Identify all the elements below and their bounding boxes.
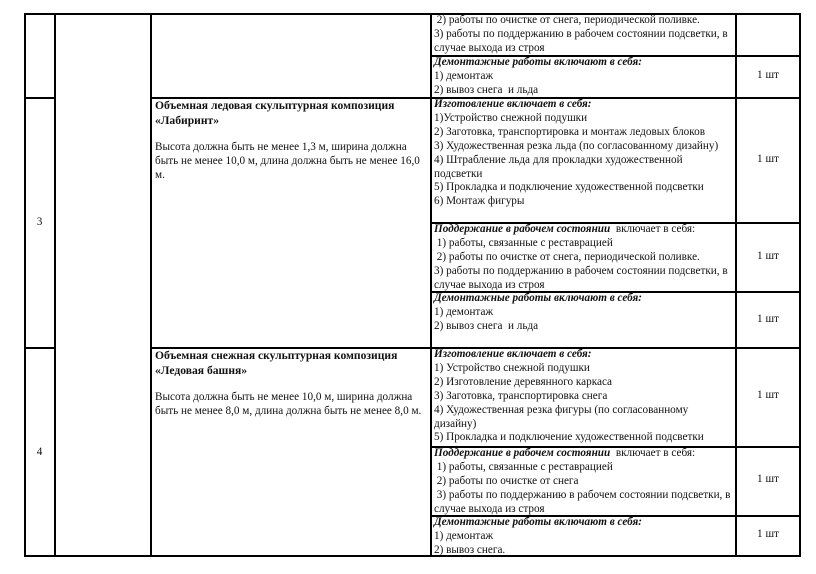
section-heading-suffix: включает в себя: [610, 447, 696, 459]
item-title: Объемная ледовая скульптурная композиция «Лабиринт» [155, 99, 395, 127]
list-item: 3) работы по поддержанию в рабочем состоянии подсветки, в случае выхода из строя [434, 488, 734, 515]
dismantling-quantity: 1 шт [757, 313, 779, 325]
table-left-border [24, 13, 26, 557]
list-item: 5) Прокладка и подключение художественной подсветки [434, 431, 704, 444]
list-item: 2) работы по очистке от снега, периодической поливке. [434, 14, 700, 26]
section-heading: Поддержание в рабочем состоянии [434, 223, 611, 235]
list-item: 2) Заготовка, транспортировка и монтаж ледовых блоков [434, 125, 705, 138]
list-item: 3) работы по поддержанию в рабочем состоянии подсветки, в случае выхода из строя [434, 27, 731, 54]
col3-divider [430, 13, 432, 557]
maintenance-quantity: 1 шт [757, 250, 779, 262]
list-item: 1) демонтаж [434, 69, 494, 82]
maintenance-quantity: 1 шт [757, 473, 779, 485]
list-item: 1) Устройство снежной подушки [434, 361, 590, 374]
row4-number-top [24, 347, 55, 349]
list-item: 1) работы, связанные с реставрацией [434, 236, 613, 249]
list-item: 4) Художественная резка фигуры (по согласованному дизайну) [434, 403, 692, 430]
item-spec: Высота должна быть не менее 1,3 м, ширина должна быть не менее 10,0 м, длина должна быть не менее 16,0 м. [155, 141, 420, 181]
list-item: 2) работы по очистке от снега [434, 474, 579, 487]
maintenance-cell [434, 447, 732, 517]
dismantling-cell [434, 516, 732, 558]
top-dismantling-quantity: 1 шт [757, 69, 779, 81]
section-heading-suffix: включает в себя: [610, 223, 696, 235]
top-maintenance-cell [434, 14, 732, 56]
list-item: 4) Штрабление льда для прокладки художественной подсветки [434, 153, 686, 180]
section-heading: Демонтажные работы включают в себя: [434, 56, 642, 68]
list-item: 6) Монтаж фигуры [434, 195, 525, 208]
row3-number-top [24, 97, 55, 99]
list-item: 3) Художественная резка льда (по согласованному дизайну) [434, 139, 719, 152]
dismantling-quantity: 1 шт [757, 528, 779, 540]
maintenance-cell [434, 223, 732, 293]
manufacture-cell [434, 348, 732, 445]
section-heading: Поддержание в рабочем состоянии [434, 447, 611, 459]
top-dismantling-cell [434, 56, 732, 98]
list-item: 1)Устройство снежной подушки [434, 111, 588, 124]
col1-divider [54, 13, 56, 557]
row-number: 4 [36, 446, 43, 458]
list-item: 2) Изготовление деревянного каркаса [434, 375, 613, 388]
list-item: 3) работы по поддержанию в рабочем состоянии подсветки, в случае выхода из строя [434, 264, 731, 291]
list-item: 5) Прокладка и подключение художественной подсветки [434, 181, 704, 194]
list-item: 1) демонтаж [434, 529, 494, 542]
section-heading: Демонтажные работы включают в себя: [434, 516, 642, 528]
list-item: 2) вывоз снега. [434, 543, 506, 556]
manufacture-cell [434, 98, 732, 209]
dismantling-cell [434, 292, 732, 334]
section-heading: Изготовление включает в себя: [434, 98, 592, 110]
item-spec: Высота должна быть не менее 10,0 м, ширина должна быть не менее 8,0 м, длина должна быть не менее 8,0 м. [155, 391, 422, 417]
manufacture-quantity: 1 шт [757, 153, 779, 165]
list-item: 2) вывоз снега и льда [434, 83, 539, 96]
list-item: 2) вывоз снега и льда [434, 319, 539, 332]
item-name-cell [155, 98, 427, 183]
list-item: 3) Заготовка, транспортировка снега [434, 389, 608, 402]
manufacture-quantity: 1 шт [757, 389, 779, 401]
item-name-cell [155, 348, 427, 419]
row-number: 3 [36, 216, 43, 228]
item-title: Объемная снежная скульптурная композиция «Ледовая башня» [155, 349, 398, 377]
list-item: 2) работы по очистке от снега, периодической поливке. [434, 250, 700, 263]
section-heading: Изготовление включает в себя: [434, 348, 592, 360]
list-item: 1) работы, связанные с реставрацией [434, 460, 613, 473]
list-item: 1) демонтаж [434, 305, 494, 318]
section-heading: Демонтажные работы включают в себя: [434, 292, 642, 304]
col2-divider [150, 13, 152, 557]
